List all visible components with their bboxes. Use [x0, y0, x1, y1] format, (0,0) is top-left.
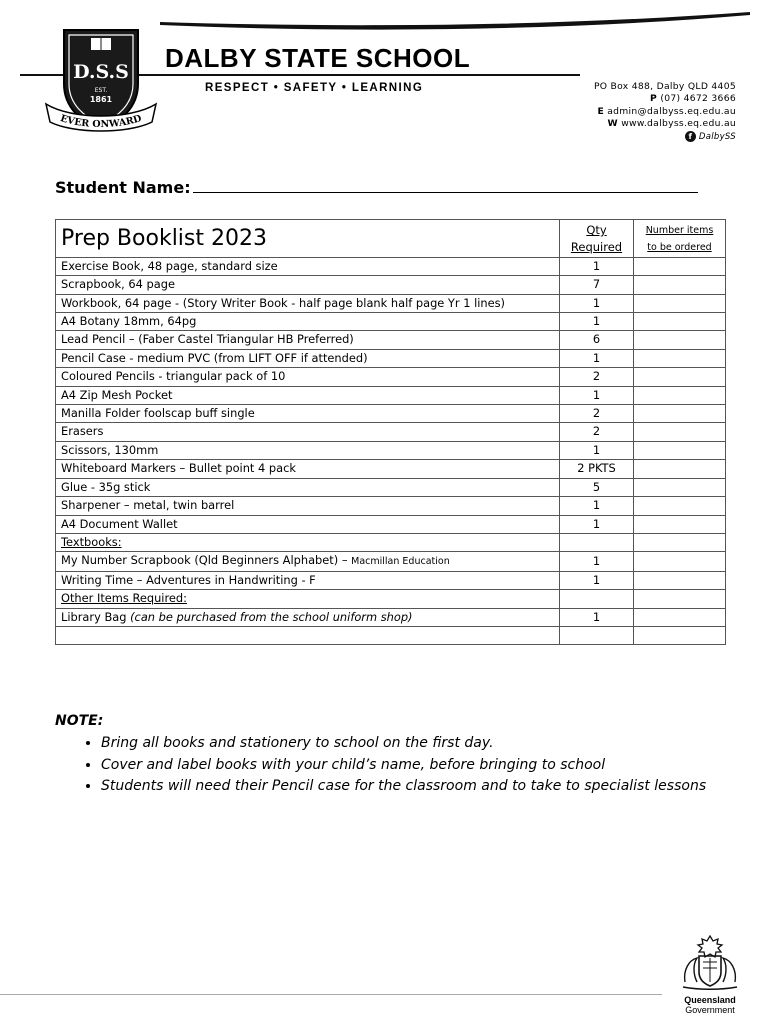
qty-cell: 2 — [560, 423, 634, 441]
textbook-publisher: Macmillan Education — [351, 556, 450, 568]
order-cell[interactable] — [634, 515, 726, 533]
qty-cell: 1 — [560, 515, 634, 533]
item-cell: Scrapbook, 64 page — [56, 276, 560, 294]
order-cell[interactable] — [634, 571, 726, 589]
table-row — [56, 368, 726, 386]
order-cell[interactable] — [634, 423, 726, 441]
qty-cell: 1 — [560, 257, 634, 275]
logo-line-queensland: Queensland — [684, 995, 736, 1005]
item-cell: Lead Pencil – (Faber Castel Triangular HB Preferred) — [56, 331, 560, 349]
other-items-heading-row — [56, 590, 726, 608]
qty-cell — [560, 626, 634, 644]
order-cell[interactable] — [634, 257, 726, 275]
table-row — [56, 608, 726, 626]
table-row — [56, 552, 726, 571]
qty-cell: 2 PKTS — [560, 460, 634, 478]
item-cell: Glue - 35g stick — [56, 478, 560, 496]
facebook-handle[interactable]: DalbySS — [698, 131, 736, 142]
qty-cell: 1 — [560, 608, 634, 626]
facebook-icon: f — [685, 131, 696, 142]
textbook-title: My Number Scrapbook (Qld Beginners Alphabet) – — [61, 553, 352, 568]
table-row-empty — [56, 626, 726, 644]
school-crest-logo — [42, 22, 160, 140]
order-cell[interactable] — [634, 368, 726, 386]
contact-email-row — [594, 106, 736, 118]
order-cell[interactable] — [634, 552, 726, 571]
textbooks-heading-row — [56, 533, 726, 551]
item-cell: Erasers — [56, 423, 560, 441]
table-row — [56, 460, 726, 478]
contact-web-row — [594, 118, 736, 130]
queensland-government-logo — [678, 932, 742, 1015]
order-cell[interactable] — [634, 608, 726, 626]
table-row — [56, 331, 726, 349]
student-name-field — [55, 178, 698, 197]
order-cell[interactable] — [634, 460, 726, 478]
item-cell: Sharpener – metal, twin barrel — [56, 497, 560, 515]
qty-cell: 1 — [560, 571, 634, 589]
table-row — [56, 349, 726, 367]
school-motto: RESPECT • SAFETY • LEARNING — [205, 82, 424, 94]
item-cell: A4 Zip Mesh Pocket — [56, 386, 560, 404]
qty-cell: 1 — [560, 441, 634, 459]
order-header-line-1: Number items — [645, 225, 714, 236]
booklist-header-row — [56, 220, 726, 258]
contact-website[interactable]: www.dalbyss.eq.edu.au — [621, 118, 736, 130]
table-row — [56, 441, 726, 459]
contact-address: PO Box 488, Dalby QLD 4405 — [593, 81, 736, 92]
crest-initials: D.S.S — [73, 61, 129, 83]
logo-line-government: Government — [685, 1005, 735, 1015]
queensland-coat-of-arms-icon — [679, 932, 741, 990]
qty-cell: 1 — [560, 552, 634, 571]
student-name-label: Student Name: — [55, 178, 191, 197]
school-name: DALBY STATE SCHOOL — [165, 43, 471, 73]
table-row — [56, 294, 726, 312]
email-label: E — [597, 105, 605, 117]
crest-ribbon-text: EVER ONWARD — [58, 112, 144, 131]
table-row — [56, 276, 726, 294]
qty-cell: 2 — [560, 368, 634, 386]
note-title: NOTE: — [55, 713, 104, 729]
table-row — [56, 515, 726, 533]
table-row — [56, 423, 726, 441]
list-item: • Bring all books and stationery to school on the first day. — [101, 733, 706, 755]
table-row — [56, 313, 726, 331]
other-item-note: (can be purchased from the school uniform shop) — [130, 609, 413, 624]
list-item: • Cover and label books with your child’s name, before bringing to school — [101, 755, 706, 777]
qty-cell: 5 — [560, 478, 634, 496]
item-cell: A4 Document Wallet — [56, 515, 560, 533]
qty-cell: 1 — [560, 386, 634, 404]
qty-header-line-2: Required — [570, 240, 623, 255]
qty-cell: 6 — [560, 331, 634, 349]
order-cell[interactable] — [634, 626, 726, 644]
other-items-heading: Other Items Required: — [56, 590, 560, 608]
item-cell: Whiteboard Markers – Bullet point 4 pack — [56, 460, 560, 478]
note-section — [55, 713, 706, 798]
qty-cell: 1 — [560, 294, 634, 312]
contact-email[interactable]: admin@dalbyss.eq.edu.au — [607, 105, 736, 117]
contact-phone-row — [594, 93, 736, 105]
table-row — [56, 497, 726, 515]
qty-cell: 1 — [560, 497, 634, 515]
order-cell[interactable] — [634, 331, 726, 349]
item-cell: Workbook, 64 page - (Story Writer Book - half page blank half page Yr 1 lines) — [56, 294, 560, 312]
item-cell — [56, 552, 560, 571]
other-item-title: Library Bag — [61, 609, 131, 624]
order-cell[interactable] — [634, 313, 726, 331]
table-row — [56, 257, 726, 275]
booklist-table — [55, 219, 726, 645]
order-cell[interactable] — [634, 441, 726, 459]
order-cell[interactable] — [634, 386, 726, 404]
number-to-order-header — [634, 220, 726, 258]
student-name-blank-line[interactable] — [193, 178, 698, 193]
qty-cell — [560, 590, 634, 608]
order-cell[interactable] — [634, 478, 726, 496]
order-header-line-2: to be ordered — [647, 242, 712, 254]
booklist-title: Prep Booklist 2023 — [56, 220, 560, 258]
order-cell[interactable] — [634, 349, 726, 367]
qty-cell — [560, 533, 634, 551]
crest-est: EST. — [94, 87, 108, 94]
web-label: W — [607, 118, 618, 130]
qty-header-line-1: Qty — [586, 223, 607, 237]
item-cell — [56, 626, 560, 644]
qty-cell: 1 — [560, 349, 634, 367]
item-cell: Exercise Book, 48 page, standard size — [56, 257, 560, 275]
order-cell[interactable] — [634, 497, 726, 515]
qty-cell: 1 — [560, 313, 634, 331]
order-cell[interactable] — [634, 533, 726, 551]
qty-required-header — [560, 220, 634, 258]
textbooks-heading: Textbooks: — [56, 533, 560, 551]
note-list — [55, 733, 706, 798]
order-cell[interactable] — [634, 405, 726, 423]
table-row — [56, 478, 726, 496]
table-row — [56, 405, 726, 423]
item-cell: A4 Botany 18mm, 64pg — [56, 313, 560, 331]
order-cell[interactable] — [634, 294, 726, 312]
order-cell[interactable] — [634, 590, 726, 608]
item-cell: Coloured Pencils - triangular pack of 10 — [56, 368, 560, 386]
item-cell — [56, 608, 560, 626]
list-item: • Students will need their Pencil case for the classroom and to take to specialist lessons — [101, 776, 706, 798]
item-cell: Pencil Case - medium PVC (from LIFT OFF if attended) — [56, 349, 560, 367]
table-row — [56, 386, 726, 404]
contact-block — [594, 81, 736, 143]
item-cell: Writing Time – Adventures in Handwriting - F — [56, 571, 560, 589]
qty-cell: 7 — [560, 276, 634, 294]
contact-facebook-row — [594, 131, 736, 143]
contact-phone: (07) 4672 3666 — [660, 93, 736, 105]
order-cell[interactable] — [634, 276, 726, 294]
footer-rule — [0, 994, 662, 995]
table-row — [56, 571, 726, 589]
phone-label: P — [650, 93, 658, 105]
qty-cell: 2 — [560, 405, 634, 423]
crest-year: 1861 — [89, 95, 113, 104]
item-cell: Manilla Folder foolscap buff single — [56, 405, 560, 423]
item-cell: Scissors, 130mm — [56, 441, 560, 459]
